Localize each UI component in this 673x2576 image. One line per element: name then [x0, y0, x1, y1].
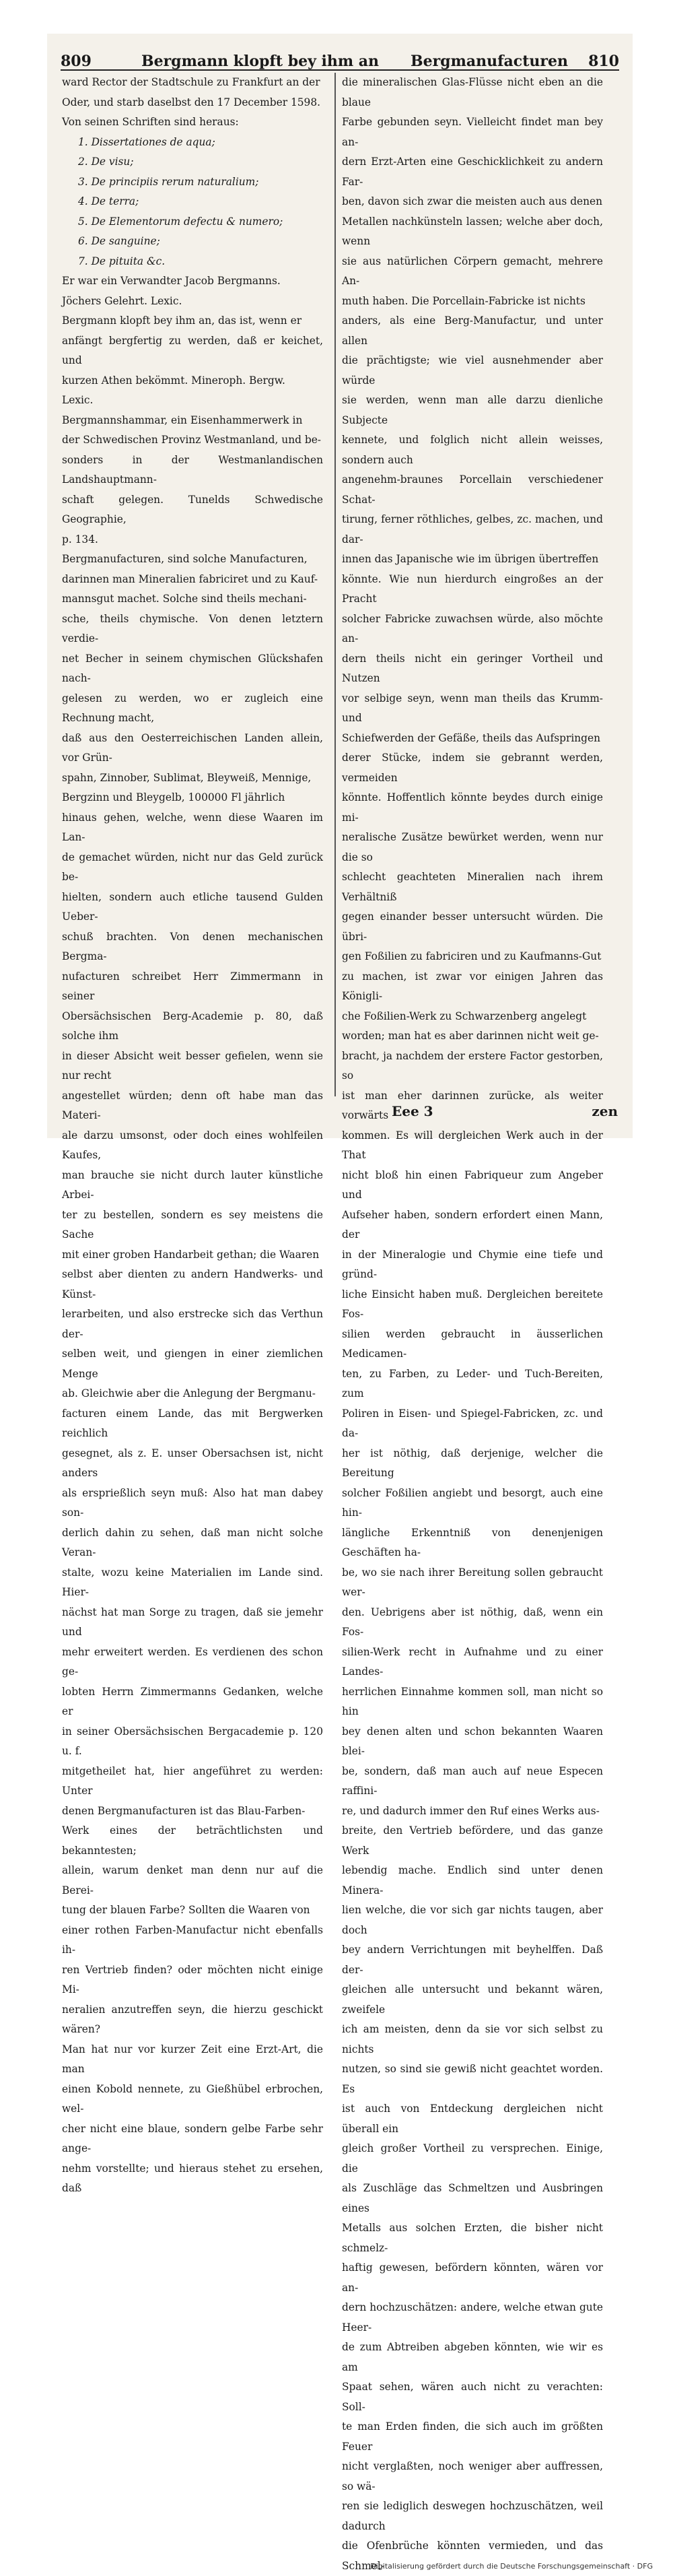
- text-line: p. 134.: [62, 533, 98, 546]
- header-rule: [61, 69, 619, 71]
- left-column: [62, 73, 323, 2199]
- text-line: lebendig mache. Endlich sind unter denen Minera-: [342, 1864, 603, 1896]
- text-line: stalte, wozu keine Materialien im Lande sind. Hier-: [62, 1566, 323, 1598]
- text-line: die prächtigste; wie viel ausnehmender aber würde: [342, 354, 603, 387]
- text-line: in der Mineralogie und Chymie eine tiefe und gründ-: [342, 1248, 603, 1280]
- text-line: ale darzu umsonst, oder doch eines wohlfeilen Kaufes,: [62, 1129, 323, 1161]
- text-line: Spaat sehen, wären auch nicht zu verachten: Soll-: [342, 2381, 603, 2413]
- text-line: tirung, ferner röthliches, gelbes, zc. machen, und dar-: [342, 513, 603, 546]
- text-line: einer rothen Farben-Manufactur nicht ebenfalls ih-: [62, 1923, 323, 1956]
- text-line: Schiefwerden der Gefäße, theils das Aufspringen: [342, 731, 601, 744]
- text-line: be, wo sie nach ihrer Bereitung sollen gebraucht wer-: [342, 1566, 603, 1598]
- text-line: schlecht geachteten Mineralien nach ihrem Verhältniß: [342, 871, 603, 903]
- text-line: muth haben. Die Porcellain-Fabricke ist nichts: [342, 294, 586, 307]
- text-line: als Zuschläge das Schmeltzen und Ausbringen eines: [342, 2182, 603, 2214]
- text-line: bey denen alten und schon bekannten Waaren blei-: [342, 1725, 603, 1757]
- text-line: nicht bloß hin einen Fabriqueur zum Angeber und: [342, 1168, 603, 1201]
- text-line: che Foßilien-Werk zu Schwarzenberg angelegt: [342, 1010, 587, 1022]
- text-line: den. Uebrigens aber ist nöthig, daß, wenn ein Fos-: [342, 1606, 603, 1638]
- text-line: her ist nöthig, daß derjenige, welcher die Bereitung: [342, 1447, 603, 1479]
- running-title-left: Bergmann klopft bey ihm an: [141, 53, 380, 70]
- digitization-note: Digitalisierung gefördert durch die Deutsche Forschungsgemeinschaft · DFG: [370, 2562, 653, 2571]
- text-line: ich am meisten, denn da sie vor sich selbst zu nichts: [342, 2023, 603, 2055]
- text-line: mannsgut machet. Solche sind theils mechani-: [62, 593, 307, 605]
- text-line: selben weit, und giengen in einer ziemlichen Menge: [62, 1348, 323, 1380]
- text-line: neralische Zusätze bewürket werden, wenn nur die so: [342, 831, 603, 863]
- text-line: derer Stücke, indem sie gebrannt werden, vermeiden: [342, 752, 603, 784]
- text-line: gleich großer Vortheil zu versprechen. Einige, die: [342, 2142, 603, 2175]
- text-line: te man Erden finden, die sich auch im größten Feuer: [342, 2420, 603, 2453]
- text-line: die Ofenbrüche könnten vermieden, und das Schmel-: [342, 2540, 603, 2572]
- text-line: dern theils nicht ein geringer Vortheil und Nutzen: [342, 652, 603, 684]
- text-line: 6. De sanguine;: [78, 235, 160, 247]
- catchword: zen: [592, 1103, 618, 1119]
- running-header: [47, 47, 633, 70]
- text-line: vor selbige seyn, wenn man theils das Krumm- und: [342, 692, 603, 724]
- text-line: gleichen alle untersucht und bekannt wären, zweifele: [342, 1983, 603, 2016]
- text-line: in seiner Obersächsischen Bergacademie p. 120 u. f.: [62, 1725, 323, 1757]
- text-line: Obersächsischen Berg-Academie p. 80, daß solche ihm: [62, 1010, 323, 1042]
- page-number-right: 810: [588, 53, 619, 70]
- text-line: ben, davon sich zwar die meisten auch aus denen: [342, 195, 603, 207]
- text-line: facturen einem Lande, das mit Bergwerken reichlich: [62, 1407, 323, 1439]
- text-line: sie aus natürlichen Cörpern gemacht, mehrere An-: [342, 255, 603, 287]
- text-line: neralien anzutreffen seyn, die hierzu geschickt wären?: [62, 2003, 323, 2035]
- text-line: hielten, sondern auch etliche tausend Gulden Ueber-: [62, 890, 323, 923]
- text-line: re, und dadurch immer den Ruf eines Werks aus-: [342, 1804, 600, 1817]
- text-line: kennete, und folglich nicht allein weisses, sondern auch: [342, 434, 603, 466]
- text-line: solcher Fabricke zuwachsen würde, also möchte an-: [342, 612, 603, 645]
- text-line: lien welche, die vor sich gar nichts taugen, aber doch: [342, 1904, 603, 1936]
- right-column: [342, 73, 603, 2576]
- text-line: der Schwedischen Provinz Westmanland, und be-: [62, 434, 322, 446]
- text-line: mehr erweitert werden. Es verdienen des schon ge-: [62, 1645, 323, 1678]
- text-line: gesegnet, als z. E. unser Obersachsen ist, nicht anders: [62, 1447, 323, 1479]
- text-line: sie werden, wenn man alle darzu dienliche Subjecte: [342, 394, 603, 426]
- text-line: sche, theils chymische. Von denen letztern verdie-: [62, 612, 323, 645]
- text-line: Farbe gebunden seyn. Vielleicht findet man bey an-: [342, 116, 603, 148]
- text-line: dern Erzt-Arten eine Geschicklichkeit zu andern Far-: [342, 156, 603, 188]
- text-line: nehm vorstellte; und hieraus stehet zu ersehen, daß: [62, 2162, 323, 2194]
- text-line: ist auch von Entdeckung dergleichen nicht überall ein: [342, 2103, 603, 2135]
- text-line: Bergmannshammar, ein Eisenhammerwerk in: [62, 414, 303, 426]
- text-line: breite, den Vertrieb befördere, und das ganze Werk: [342, 1824, 603, 1857]
- text-line: ter zu bestellen, sondern es sey meistens die Sache: [62, 1208, 323, 1241]
- text-line: Aufseher haben, sondern erfordert einen Mann, der: [342, 1208, 603, 1241]
- text-line: angestellet würden; denn oft habe man das Materi-: [62, 1089, 323, 1121]
- text-line: nutzen, so sind sie gewiß nicht geachtet worden. Es: [342, 2063, 603, 2095]
- column-divider: [334, 73, 336, 1096]
- signature-mark: Eee 3: [392, 1103, 433, 1119]
- text-line: net Becher in seinem chymischen Glückshafen nach-: [62, 652, 323, 684]
- text-line: ward Rector der Stadtschule zu Frankfurt an der: [62, 76, 320, 88]
- text-line: könnte. Hoffentlich könnte beydes durch einige mi-: [342, 791, 603, 824]
- page-number-left: 809: [61, 53, 92, 70]
- text-line: mitgetheilet hat, hier angeführet zu werden: Unter: [62, 1764, 323, 1797]
- text-line: bracht, ja nachdem der erstere Factor gestorben, so: [342, 1049, 603, 1082]
- text-line: spahn, Zinnober, Sublimat, Bleyweiß, Mennige,: [62, 771, 312, 784]
- text-line: be, sondern, daß man auch auf neue Especen raffini-: [342, 1764, 603, 1797]
- text-line: kommen. Es will dergleichen Werk auch in der That: [342, 1129, 603, 1161]
- text-line: selbst aber dienten zu andern Handwerks- und Künst-: [62, 1268, 323, 1300]
- text-line: tung der blauen Farbe? Sollten die Waaren von: [62, 1904, 310, 1916]
- text-line: herrlichen Einnahme kommen soll, man nicht so hin: [342, 1685, 603, 1717]
- text-line: 7. De pituita &c.: [78, 255, 166, 267]
- text-line: bey andern Verrichtungen mit beyhelffen. Daß der-: [342, 1944, 603, 1976]
- text-line: denen Bergmanufacturen ist das Blau-Farben-: [62, 1804, 306, 1817]
- text-line: solcher Foßilien angiebt und besorgt, auch eine hin-: [342, 1486, 603, 1519]
- text-line: hinaus gehen, welche, wenn diese Waaren im Lan-: [62, 811, 323, 843]
- text-line: nufacturen schreibet Herr Zimmermann in seiner: [62, 970, 323, 1002]
- text-line: silien werden gebraucht in äusserlichen Medicamen-: [342, 1327, 603, 1360]
- text-line: liche Einsicht haben muß. Dergleichen bereitete Fos-: [342, 1288, 603, 1320]
- text-line: längliche Erkenntniß von denenjenigen Geschäften ha-: [342, 1526, 603, 1558]
- text-line: Jöchers Gelehrt. Lexic.: [62, 294, 182, 307]
- text-line: die mineralischen Glas-Flüsse nicht eben an die blaue: [342, 76, 603, 108]
- running-title-right: Bergmanufacturen: [411, 53, 568, 70]
- text-line: Metallen nachkünsteln lassen; welche aber doch, wenn: [342, 215, 603, 247]
- text-line: Man hat nur vor kurzer Zeit eine Erzt-Art, die man: [62, 2043, 323, 2075]
- text-line: gegen einander besser untersucht würden. Die übri-: [342, 911, 603, 943]
- text-line: Von seinen Schriften sind heraus:: [62, 116, 239, 128]
- text-line: nächst hat man Sorge zu tragen, daß sie jemehr und: [62, 1606, 323, 1638]
- text-line: lobten Herrn Zimmermanns Gedanken, welche er: [62, 1685, 323, 1717]
- text-line: zu machen, ist zwar vor einigen Jahren das Königli-: [342, 970, 603, 1002]
- text-line: ten, zu Farben, zu Leder- und Tuch-Bereiten, zum: [342, 1367, 603, 1399]
- text-line: nicht verglaßten, noch weniger aber auffressen, so wä-: [342, 2460, 603, 2492]
- text-line: haftig gewesen, befördern könnten, wären vor an-: [342, 2261, 603, 2294]
- text-line: sonders in der Westmanlandischen Landshauptmann-: [62, 453, 323, 486]
- text-line: daß aus den Oesterreichischen Landen allein, vor Grün-: [62, 731, 323, 764]
- text-line: Er war ein Verwandter Jacob Bergmanns.: [62, 275, 281, 287]
- text-line: Lexic.: [62, 394, 94, 406]
- text-line: allein, warum denket man denn nur auf die Berei-: [62, 1864, 323, 1896]
- text-line: derlich dahin zu sehen, daß man nicht solche Veran-: [62, 1526, 323, 1558]
- text-line: lerarbeiten, und also erstrecke sich das Verthun der-: [62, 1308, 323, 1340]
- text-line: kurzen Athen bekömmt. Mineroph. Bergw.: [62, 374, 285, 387]
- text-line: schuß brachten. Von denen mechanischen Bergma-: [62, 930, 323, 962]
- text-line: anders, als eine Berg-Manufactur, und unter allen: [342, 315, 603, 347]
- text-line: 3. De principiis rerum naturalium;: [78, 175, 259, 188]
- text-line: gen Foßilien zu fabriciren und zu Kaufmanns-Gut: [342, 950, 602, 962]
- text-line: einen Kobold nennete, zu Gießhübel erbrochen, wel-: [62, 2082, 323, 2115]
- text-line: de gemachet würden, nicht nur das Geld zurück be-: [62, 851, 323, 883]
- text-line: angenehm-braunes Porcellain verschiedener Schat-: [342, 473, 603, 506]
- text-line: Bergzinn und Bleygelb, 100000 Fl jährlich: [62, 791, 285, 803]
- text-line: Metalls aus solchen Erzten, die bisher nicht schmelz-: [342, 2222, 603, 2254]
- text-line: 1. Dissertationes de aqua;: [78, 135, 215, 148]
- text-line: Oder, und starb daselbst den 17 December 1598.: [62, 96, 321, 108]
- text-line: 2. De visu;: [78, 156, 134, 168]
- text-line: innen das Japanische wie im übrigen übertreffen: [342, 553, 599, 565]
- text-line: schaft gelegen. Tunelds Schwedische Geographie,: [62, 493, 323, 525]
- text-line: ab. Gleichwie aber die Anlegung der Bergmanu-: [62, 1387, 316, 1399]
- text-line: darinnen man Mineralien fabriciret und zu Kauf-: [62, 572, 318, 585]
- text-line: Bergmann klopft bey ihm an, das ist, wenn er: [62, 315, 302, 327]
- text-line: anfängt bergfertig zu werden, daß er keichet, und: [62, 334, 323, 366]
- text-line: cher nicht eine blaue, sondern gelbe Farbe sehr ange-: [62, 2122, 323, 2154]
- text-line: worden; man hat es aber darinnen nicht weit ge-: [342, 1030, 599, 1042]
- text-line: silien-Werk recht in Aufnahme und zu einer Landes-: [342, 1645, 603, 1678]
- text-line: in dieser Absicht weit besser gefielen, wenn sie nur recht: [62, 1049, 323, 1082]
- text-line: ist man eher darinnen zurücke, als weiter vorwärts: [342, 1089, 603, 1121]
- text-line: Bergmanufacturen, sind solche Manufacturen,: [62, 553, 308, 565]
- text-line: 5. De Elementorum defectu & numero;: [78, 215, 283, 228]
- text-line: gelesen zu werden, wo er zugleich eine Rechnung macht,: [62, 692, 323, 724]
- text-line: ren Vertrieb finden? oder möchten nicht einige Mi-: [62, 1963, 323, 1995]
- text-line: ren sie lediglich deswegen hochzuschätzen, weil dadurch: [342, 2500, 603, 2532]
- text-line: mit einer groben Handarbeit gethan; die Waaren: [62, 1248, 320, 1261]
- text-line: könnte. Wie nun hierdurch eingroßes an der Pracht: [342, 572, 603, 605]
- text-line: Werk eines der beträchtlichsten und bekanntesten;: [62, 1824, 323, 1857]
- text-line: als ersprießlich seyn muß: Also hat man dabey son-: [62, 1486, 323, 1519]
- text-line: dern hochzuschätzen: andere, welche etwan gute Heer-: [342, 2301, 603, 2334]
- text-line: de zum Abtreiben abgeben könnten, wie wir es am: [342, 2341, 603, 2373]
- text-line: man brauche sie nicht durch lauter künstliche Arbei-: [62, 1168, 323, 1201]
- text-line: Poliren in Eisen- und Spiegel-Fabricken, zc. und da-: [342, 1407, 603, 1439]
- text-line: 4. De terra;: [78, 195, 139, 207]
